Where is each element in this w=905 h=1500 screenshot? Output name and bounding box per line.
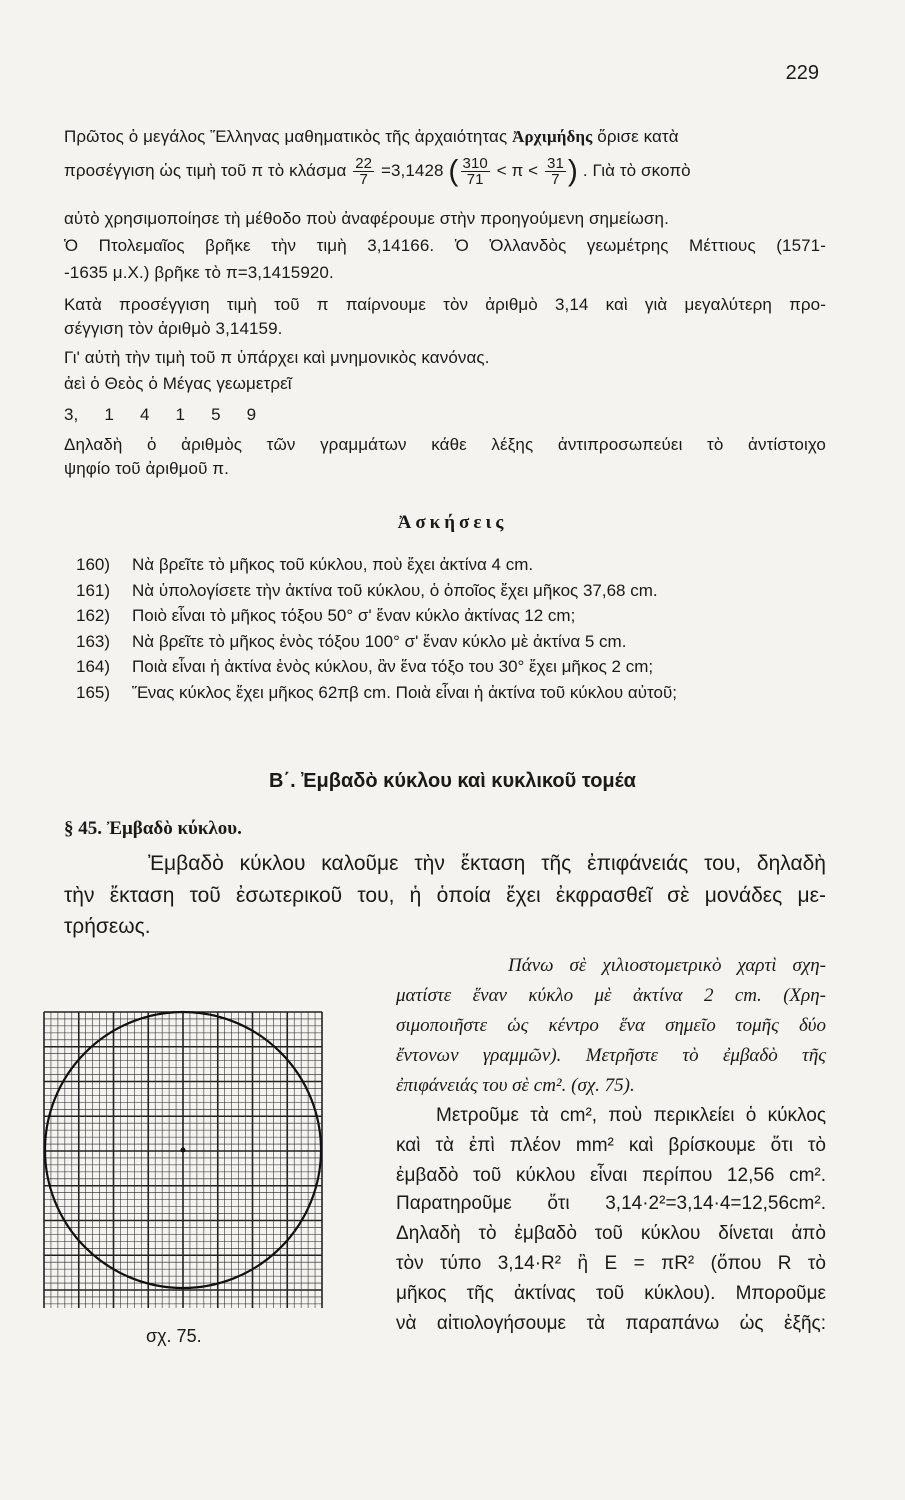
explanation-line1: Μετροῦμε τὰ cm², ποὺ περικλείει ὁ κύκλος — [436, 1105, 826, 1126]
fraction-31-7 — [545, 156, 566, 187]
digit: 3, — [64, 405, 79, 424]
exercise-number: 164) — [76, 657, 111, 676]
para2-line2: σέγγιση τὸν ἀριθμὸ 3,14159. — [64, 319, 283, 338]
para1-line4: Ὁ Πτολεμαῖος βρῆκε τὴν τιμὴ 3,14166. Ὁ Ὁλλανδὸς γεωμέτρης Μέττιους (1571- — [64, 236, 826, 255]
explanation-line6: τὸν τύπο 3,14·R² ἢ E = πR² (ὅπου R τὸ — [396, 1253, 826, 1274]
exercise-text: Ποιὸ εἶναι τὸ μῆκος τόξου 50° σ' ἕναν κύκλο ἀκτίνας 12 cm; — [132, 606, 576, 625]
open-paren: ( — [448, 154, 459, 188]
inequality: < π < — [496, 160, 539, 180]
mnemonic-digits — [64, 404, 826, 426]
definition-line2: τὴν ἔκταση τοῦ ἐσωτερικοῦ του, ἡ ὁποία ἔχει ἐκφρασθεῖ σὲ μονάδες με- — [64, 884, 826, 907]
exercise-text: Ἕνας κύκλος ἔχει μῆκος 62πβ cm. Ποιὰ εἶναι ἡ ἀκτίνα τοῦ κύκλου αὐτοῦ; — [132, 683, 677, 702]
definition-line1: Ἐμβαδὸ κύκλου καλοῦμε τὴν ἔκταση τῆς ἐπιφάνειάς του, δηλαδὴ — [148, 852, 826, 875]
para3-line1: Γι' αὐτὴ τὴν τιμὴ τοῦ π ὑπάρχει καὶ μνημονικὸς κανόνας. — [64, 348, 490, 367]
page-number: 229 — [785, 62, 819, 84]
exercise-item — [76, 631, 626, 653]
explanation-line2: καὶ τὰ ἐπὶ πλέον mm² καὶ βρίσκουμε ὅτι τὸ — [396, 1135, 826, 1156]
explanation-line3: ἐμβαδὸ τοῦ κύκλου εἶναι περίπου 12,56 cm². — [396, 1165, 826, 1186]
graph-paper-circle — [42, 1010, 324, 1310]
text-segment: προσέγγιση ὡς τιμὴ τοῦ π τὸ κλάσμα — [64, 160, 347, 180]
fraction-numerator: 31 — [547, 155, 564, 172]
figure-caption: σχ. 75. — [146, 1326, 202, 1346]
instruction-line5: ἐπιφάνειάς του σὲ cm². (σχ. 75). — [396, 1075, 635, 1096]
definition-line3: τρήσεως. — [64, 915, 151, 938]
explanation-line8: νὰ αἰτιολογήσουμε τὰ παραπάνω ὡς ἑξῆς: — [396, 1313, 826, 1334]
text-segment: . Γιὰ τὸ σκοπὸ — [582, 160, 691, 180]
text-segment: =3,1428 — [380, 160, 444, 180]
fraction-denominator: 7 — [359, 171, 368, 188]
para1-line2 — [64, 156, 826, 187]
fraction-denominator: 71 — [466, 171, 484, 188]
grid-lines — [44, 1012, 322, 1310]
fraction-denominator: 7 — [551, 171, 560, 188]
explanation-line7: μῆκος τῆς ἀκτίνας τοῦ κύκλου). Μποροῦμε — [396, 1283, 826, 1304]
text-segment: ὅρισε κατὰ — [592, 127, 679, 146]
explanation-line5: Δηλαδὴ τὸ ἐμβαδὸ τοῦ κύκλου δίνεται ἀπὸ — [396, 1223, 826, 1244]
digit: 4 — [139, 405, 150, 424]
exercise-text: Νὰ ὑπολογίσετε τὴν ἀκτίνα τοῦ κύκλου, ὁ ὁποῖος ἔχει μῆκος 37,68 cm. — [132, 581, 658, 600]
digit: 5 — [211, 405, 221, 424]
para1-line1 — [64, 126, 826, 148]
instruction-line3: σιμοποιῆστε ὡς κέντρο ἕνα σημεῖο τομῆς δύο — [396, 1015, 826, 1036]
exercise-item — [76, 605, 575, 627]
digit: 1 — [175, 405, 186, 424]
archimedes-name: Ἀρχιμήδης — [512, 127, 593, 146]
exercise-number: 162) — [76, 606, 111, 625]
figure-75 — [42, 1010, 324, 1315]
exercise-text: Νὰ βρεῖτε τὸ μῆκος ἑνὸς τόξου 100° σ' ἕναν κύκλο μὲ ἀκτίνα 5 cm. — [132, 632, 627, 651]
para1-line5: -1635 μ.Χ.) βρῆκε τὸ π=3,1415920. — [64, 263, 334, 282]
fraction-numerator: 310 — [462, 155, 488, 172]
subsection-title: § 45. Ἐμβαδὸ κύκλου. — [64, 818, 242, 839]
exercise-item — [76, 580, 658, 602]
instruction-line1: Πάνω σὲ χιλιοστομετρικὸ χαρτὶ σχη- — [508, 955, 826, 976]
exercise-number: 160) — [76, 555, 111, 574]
exercise-number: 165) — [76, 683, 111, 702]
explanation-line4: Παρατηροῦμε ὅτι 3,14·2²=3,14·4=12,56cm². — [396, 1193, 826, 1214]
exercise-item — [76, 554, 533, 576]
para3-line4: ψηφίο τοῦ ἀριθμοῦ π. — [64, 459, 229, 478]
fraction-numerator: 22 — [355, 155, 373, 172]
exercise-text: Νὰ βρεῖτε τὸ μῆκος τοῦ κύκλου, ποὺ ἔχει ἀκτίνα 4 cm. — [132, 555, 534, 574]
fraction-310-71 — [461, 156, 490, 187]
fraction-22-7 — [353, 156, 374, 187]
text-segment: Πρῶτος ὁ μεγάλος Ἕλληνας μαθηματικὸς τῆς ἀρχαιότητας — [64, 127, 513, 146]
digit: 9 — [246, 405, 257, 424]
exercises-title: Ἀσκήσεις — [397, 512, 508, 533]
exercise-item — [76, 656, 653, 678]
exercise-item — [76, 682, 677, 704]
exercise-number: 161) — [76, 581, 111, 600]
circle-center — [181, 1148, 186, 1153]
close-paren: ) — [567, 154, 578, 188]
digit: 1 — [104, 405, 114, 424]
para3-line3: Δηλαδὴ ὁ ἀριθμὸς τῶν γραμμάτων κάθε λέξης ἀντιπροσωπεύει τὸ ἀντίστοιχο — [64, 435, 826, 454]
mnemonic-phrase: ἀεὶ ὁ Θεὸς ὁ Μέγας γεωμετρεῖ — [64, 374, 292, 393]
instruction-line4: ἔντονων γραμμῶν). Μετρῆστε τὸ ἐμβαδὸ τῆς — [396, 1045, 826, 1066]
exercise-number: 163) — [76, 632, 111, 651]
section-title: Β΄. Ἐμβαδὸ κύκλου καὶ κυκλικοῦ τομέα — [269, 770, 636, 792]
instruction-line2: ματίστε ἕναν κύκλο μὲ ἀκτίνα 2 cm. (Χρη- — [396, 985, 826, 1006]
para2-line1: Κατὰ προσέγγιση τιμὴ τοῦ π παίρνουμε τὸν ἀριθμὸ 3,14 καὶ γιὰ μεγαλύτερη προ- — [64, 295, 826, 314]
para1-line3: αὐτὸ χρησιμοποίησε τὴ μέθοδο ποὺ ἀναφέρουμε στὴν προηγούμενη σημείωση. — [64, 209, 669, 228]
exercise-text: Ποιὰ εἶναι ἡ ἀκτίνα ἑνὸς κύκλου, ἂν ἕνα τόξο του 30° ἔχει μῆκος 2 cm; — [132, 657, 654, 676]
